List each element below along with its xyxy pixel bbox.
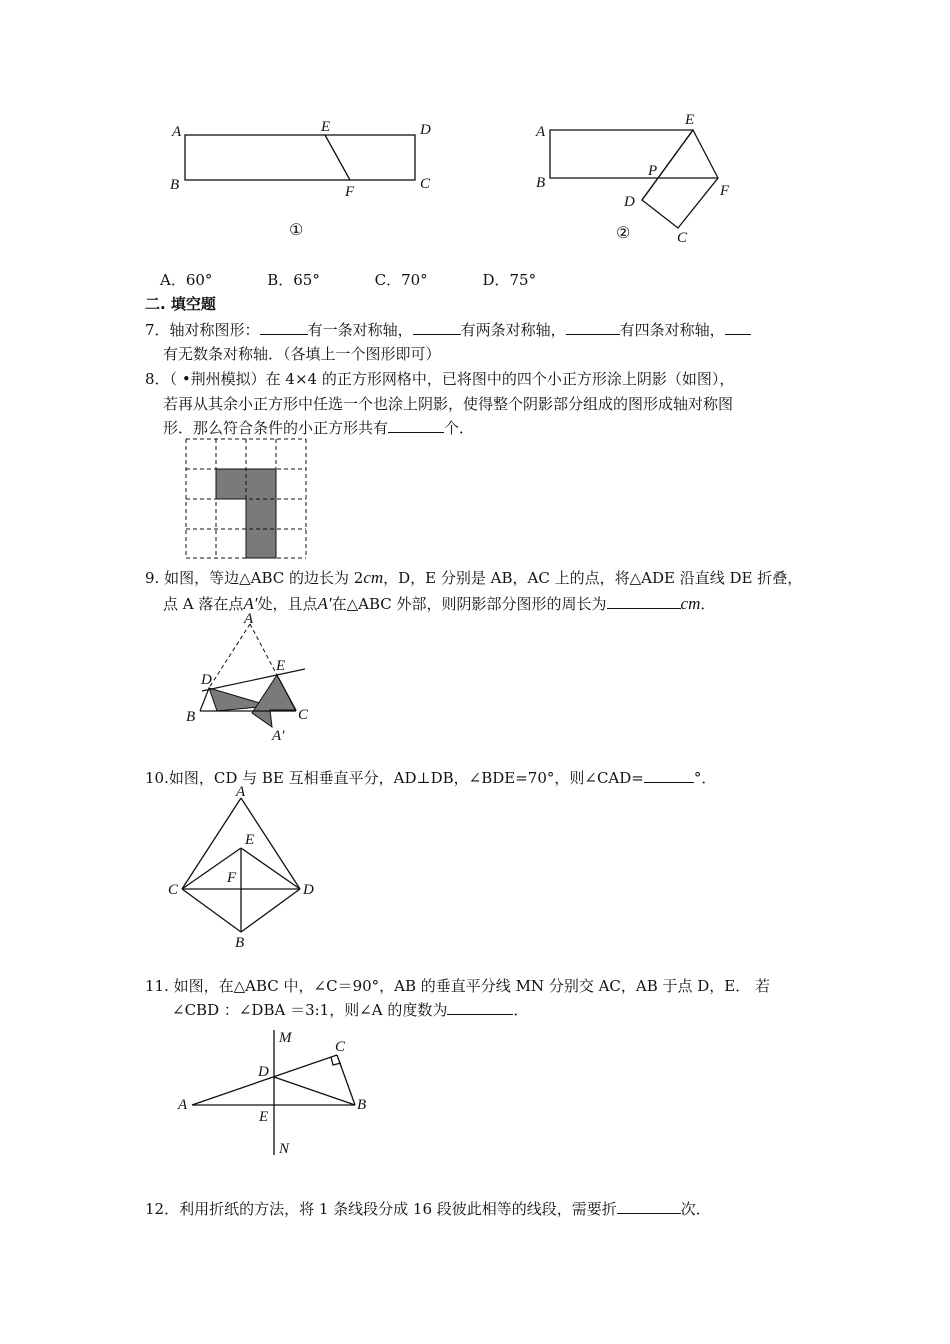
point-A-label: A: [236, 784, 246, 800]
q8-blank[interactable]: [388, 418, 444, 433]
q9-blank[interactable]: [607, 594, 681, 609]
q12-blank[interactable]: [617, 1199, 681, 1214]
point-Aprime-label: A′: [272, 728, 285, 744]
point-D-label: D: [303, 882, 314, 898]
point-P-label: P: [648, 163, 658, 179]
q7-blank-4[interactable]: [725, 320, 751, 335]
point-M-label: M: [279, 1030, 292, 1046]
point-D-label: D: [201, 672, 212, 688]
q10-blank[interactable]: [644, 768, 694, 783]
q6-options: [160, 270, 536, 290]
point-C-label: C: [168, 882, 179, 898]
option-c: C．70°: [374, 271, 428, 289]
kite-figure: [160, 782, 330, 952]
q9-line2: 点 A 落在点A′处，且点A′在△ABC 外部，则阴影部分图形的周长为 cm．: [163, 594, 716, 613]
option-a: A．60°: [160, 271, 213, 289]
q11-line2: ∠CBD ：∠DBA ＝3:1，则∠A 的度数为 ．: [172, 1001, 529, 1019]
grid-4x4-figure: [185, 438, 309, 562]
point-F-label: F: [345, 184, 355, 200]
point-C-label: C: [677, 230, 688, 246]
figure-1-number: ①: [289, 222, 304, 239]
q7-line1: 7．轴对称图形： 有一条对称轴， 有两条对称轴， 有四条对称轴，: [145, 320, 751, 340]
point-C-label: C: [298, 707, 309, 723]
option-d: D．75°: [482, 271, 537, 289]
fold-rectangle-figure-1: [160, 110, 460, 245]
point-B-label: B: [186, 709, 196, 725]
option-b: B．65°: [267, 271, 320, 289]
point-E-label: E: [321, 119, 331, 135]
point-F-label: F: [227, 870, 237, 886]
q12-line: 12．利用折纸的方法，将 1 条线段分成 16 段彼此相等的线段，需要折 次．: [145, 1200, 711, 1218]
q8-line2: 若再从其余小正方形中任选一个也涂上阴影，使得整个阴影部分组成的图形成轴对称图: [163, 395, 734, 413]
q8-line1: 8．（ •荆州模拟）在 4×4 的正方形网格中，已将图中的四个小正方形涂上阴影（如图），: [145, 370, 735, 388]
fold-rectangle-figure-2: [530, 110, 750, 250]
figure-2-number: ②: [616, 225, 631, 242]
section-title: 二. 填空题: [145, 295, 216, 313]
q8-line3: 形．那么符合条件的小正方形共有 个．: [163, 419, 475, 437]
point-B-label: B: [170, 177, 180, 193]
point-A-label: A: [244, 611, 254, 627]
point-E-label: E: [685, 112, 695, 128]
q7-blank-2[interactable]: [413, 320, 461, 335]
point-E-label: E: [259, 1109, 269, 1125]
point-D-label: D: [258, 1064, 269, 1080]
q11-blank[interactable]: [447, 1000, 513, 1015]
point-B-label: B: [357, 1097, 367, 1113]
point-D-label: D: [420, 122, 431, 138]
q7-line2: 有无数条对称轴．（各填上一个图形即可）: [163, 345, 441, 363]
point-N-label: N: [279, 1141, 290, 1157]
point-E-label: E: [245, 832, 255, 848]
point-A-label: A: [536, 124, 546, 140]
point-A-label: A: [178, 1097, 188, 1113]
triangle-fold-figure: [180, 610, 320, 745]
right-triangle-figure: [170, 1025, 390, 1165]
point-C-label: C: [420, 176, 431, 192]
point-A-label: A: [172, 124, 182, 140]
q7-blank-3[interactable]: [566, 320, 620, 335]
point-B-label: B: [235, 935, 245, 951]
q9-line1: 9. 如图，等边△ABC 的边长为 2cm，D，E 分别是 AB，AC 上的点，将△ADE 沿直线 DE 折叠，: [145, 568, 803, 587]
point-D-label: D: [624, 194, 635, 210]
point-E-label: E: [276, 658, 286, 674]
point-C-label: C: [335, 1039, 346, 1055]
q7-blank-1[interactable]: [260, 320, 308, 335]
point-B-label: B: [536, 175, 546, 191]
point-F-label: F: [720, 183, 730, 199]
q11-line1: 11. 如图，在△ABC 中，∠C＝90°，AB 的垂直平分线 MN 分别交 AC，AB 于点 D，E． 若: [145, 977, 771, 995]
q10-line: 10.如图，CD 与 BE 互相垂直平分，AD⊥DB，∠BDE=70°，则∠CAD= °．: [145, 769, 717, 787]
